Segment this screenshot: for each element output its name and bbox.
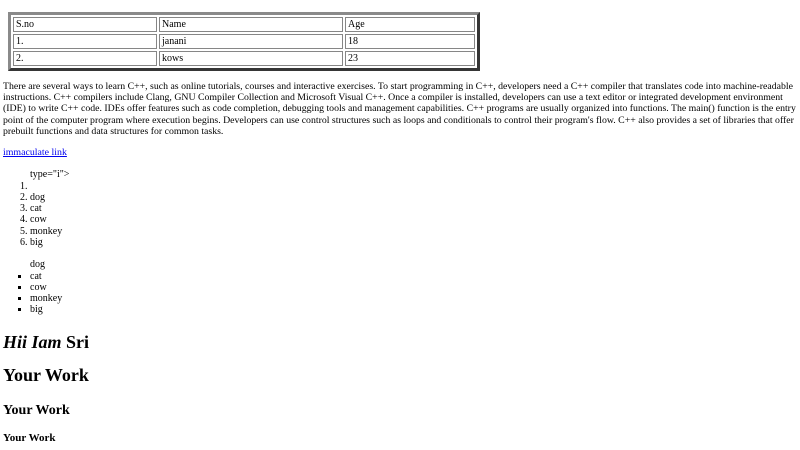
table-cell-name: kows xyxy=(159,51,343,66)
ordered-list-item: 4. cow xyxy=(30,214,800,225)
unordered-list-item: ▪ cow xyxy=(30,282,800,293)
ul-lead-text: dog xyxy=(30,259,45,271)
table-header-row xyxy=(13,17,475,32)
table-header-name: Name xyxy=(159,17,343,32)
greeting-plain-part: Sri xyxy=(61,331,90,352)
table-cell-name: janani xyxy=(159,34,343,49)
ol-stray-text: type="i"> xyxy=(30,169,70,181)
unordered-list-item: ▪ big xyxy=(30,304,800,315)
greeting-heading xyxy=(3,332,800,353)
work-heading-h1: Your Work xyxy=(3,364,89,385)
table-header-age: Age xyxy=(345,17,475,32)
table-cell-sno: 1. xyxy=(13,34,157,49)
greeting-italic-part: Hii Iam xyxy=(3,331,62,352)
table-header-sno: S.no xyxy=(13,17,157,32)
link-line xyxy=(3,147,800,158)
work-heading-h2: Your Work xyxy=(3,402,70,418)
ordered-list-item xyxy=(30,181,800,192)
ordered-list-item: 3. cat xyxy=(30,203,800,214)
table-row xyxy=(13,34,475,49)
cpp-intro-paragraph: There are several ways to learn C++, such as online tutorials, courses and interactive exercises. To start programming in C++, developers need a C++ compiler that translates code into machine-readable instructions. C++ compilers include Clang, GNU Compiler Collection and Microsoft Visual C++. Once a compiler is installed, developers can use a text editor or integrated development environment (IDE) to write C++ code. IDEs offer features such as code completion, debugging tools and management capabilities. C++ programs are usually organized into functions. The main() function is the entry point of the computer program where execution begins. Developers can use control structures such as loops and conditionals to control their program's flow. C++ also provides a set of libraries that offer prebuilt functions and data structures for common tasks. xyxy=(3,81,796,137)
ordered-list-item: 6. big xyxy=(30,237,800,248)
ordered-list-item: 2. dog xyxy=(30,192,800,203)
unordered-list-item: ▪ cat xyxy=(30,271,800,282)
ordered-list xyxy=(3,169,800,248)
table-cell-age: 23 xyxy=(345,51,475,66)
table-cell-sno: 2. xyxy=(13,51,157,66)
students-table xyxy=(8,12,480,71)
table-row xyxy=(13,51,475,66)
ordered-list-item: 5. monkey xyxy=(30,226,800,237)
immaculate-link[interactable]: immaculate link xyxy=(3,147,67,159)
work-heading-h3: Your Work xyxy=(3,431,56,444)
table-cell-age: 18 xyxy=(345,34,475,49)
unordered-list-item: ▪ monkey xyxy=(30,293,800,304)
unordered-list xyxy=(3,259,800,315)
